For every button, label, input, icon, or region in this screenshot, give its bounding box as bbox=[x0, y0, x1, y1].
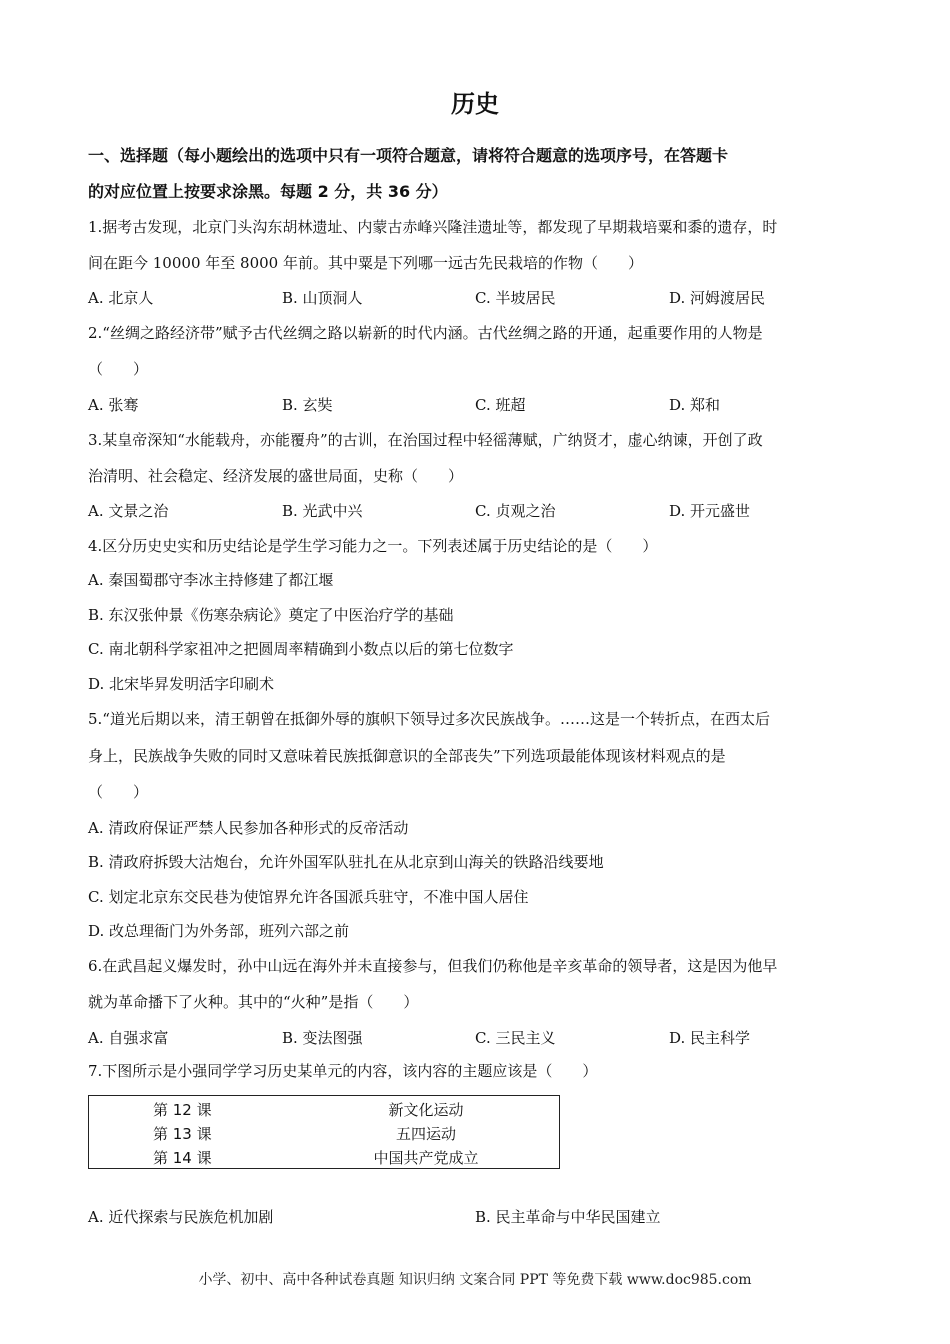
section-heading-line1: 一、选择题（每小题绘出的选项中只有一项符合题意，请将符合题意的选项序号，在答题卡 bbox=[88, 146, 729, 165]
q4-option-a: A. 秦国蜀郡守李冰主持修建了都江堰 bbox=[88, 571, 334, 589]
q1-option-a: A. 北京人 bbox=[88, 289, 154, 307]
q5-stem-line2: 身上，民族战争失败的同时又意味着民族抵御意识的全部丧失”下列选项最能体现该材料观点的是 bbox=[88, 747, 726, 765]
q4-option-d: D. 北宋毕昇发明活字印刷术 bbox=[88, 675, 275, 693]
q7-option-a: A. 近代探索与民族危机加剧 bbox=[88, 1208, 274, 1226]
q1-stem-line1: 1.据考古发现，北京门头沟东胡林遗址、内蒙古赤峰兴隆洼遗址等，都发现了早期栽培粟和黍的遗存，时 bbox=[88, 218, 778, 236]
q3-option-b: B. 光武中兴 bbox=[282, 502, 363, 520]
q1-option-c: C. 半坡居民 bbox=[475, 289, 556, 307]
q5-stem-line3: （ ） bbox=[88, 783, 149, 801]
q3-option-a: A. 文景之治 bbox=[88, 502, 169, 520]
q4-option-b: B. 东汉张仲景《伤寒杂病论》奠定了中医治疗学的基础 bbox=[88, 606, 454, 624]
q7-option-b: B. 民主革命与中华民国建立 bbox=[475, 1208, 661, 1226]
page-title: 历史 bbox=[451, 90, 499, 118]
q3-stem-line1: 3.某皇帝深知“水能载舟，亦能覆舟”的古训，在治国过程中轻徭薄赋，广纳贤才，虚心纳谏，开创了政 bbox=[88, 431, 763, 449]
table-row bbox=[89, 1147, 559, 1171]
lesson-number: 第 12 课 bbox=[153, 1101, 212, 1119]
q2-option-a: A. 张骞 bbox=[88, 396, 139, 414]
q5-stem-line1: 5.“道光后期以来，清王朝曾在抵御外辱的旗帜下领导过多次民族战争。……这是一个转折点，在西太后 bbox=[88, 710, 770, 728]
q2-option-d: D. 郑和 bbox=[669, 396, 721, 414]
q6-stem-line2: 就为革命播下了火种。其中的“火种”是指（ ） bbox=[88, 993, 419, 1011]
table-row bbox=[89, 1123, 559, 1147]
lesson-topic: 中国共产党成立 bbox=[373, 1149, 479, 1167]
q6-stem-line1: 6.在武昌起义爆发时，孙中山远在海外并未直接参与，但我们仍称他是辛亥革命的领导者，这是因为他早 bbox=[88, 957, 778, 975]
q5-option-c: C. 划定北京东交民巷为使馆界允许各国派兵驻守，不准中国人居住 bbox=[88, 888, 529, 906]
q2-stem-line1: 2.“丝绸之路经济带”赋予古代丝绸之路以崭新的时代内涵。古代丝绸之路的开通，起重要作用的人物是 bbox=[88, 324, 763, 342]
q1-option-b: B. 山顶洞人 bbox=[282, 289, 363, 307]
unit-lessons-table bbox=[88, 1095, 560, 1169]
q6-option-b: B. 变法图强 bbox=[282, 1029, 363, 1047]
q6-option-a: A. 自强求富 bbox=[88, 1029, 169, 1047]
lesson-number: 第 14 课 bbox=[153, 1149, 212, 1167]
q1-stem-line2: 间在距今 10000 年至 8000 年前。其中粟是下列哪一远古先民栽培的作物（ ） bbox=[88, 254, 643, 272]
lesson-number: 第 13 课 bbox=[153, 1125, 212, 1143]
q7-stem: 7.下图所示是小强同学学习历史某单元的内容，该内容的主题应该是（ ） bbox=[88, 1062, 598, 1080]
q6-option-d: D. 民主科学 bbox=[669, 1029, 751, 1047]
table-row bbox=[89, 1099, 559, 1123]
q3-stem-line2: 治清明、社会稳定、经济发展的盛世局面，史称（ ） bbox=[88, 467, 464, 485]
q3-option-d: D. 开元盛世 bbox=[669, 502, 751, 520]
q1-option-d: D. 河姆渡居民 bbox=[669, 289, 766, 307]
q4-stem: 4.区分历史史实和历史结论是学生学习能力之一。下列表述属于历史结论的是（ ） bbox=[88, 537, 658, 555]
q5-option-b: B. 清政府拆毁大沽炮台，允许外国军队驻扎在从北京到山海关的铁路沿线要地 bbox=[88, 853, 604, 871]
lesson-topic: 五四运动 bbox=[395, 1125, 456, 1143]
q2-option-c: C. 班超 bbox=[475, 396, 526, 414]
q2-option-b: B. 玄奘 bbox=[282, 396, 333, 414]
q5-option-a: A. 清政府保证严禁人民参加各种形式的反帝活动 bbox=[88, 819, 409, 837]
lesson-topic: 新文化运动 bbox=[388, 1101, 464, 1119]
q2-stem-line2: （ ） bbox=[88, 360, 149, 378]
section-heading-line2: 的对应位置上按要求涂黑。每题 2 分，共 36 分） bbox=[88, 182, 448, 201]
q6-option-c: C. 三民主义 bbox=[475, 1029, 556, 1047]
q5-option-d: D. 改总理衙门为外务部，班列六部之前 bbox=[88, 922, 350, 940]
q4-option-c: C. 南北朝科学家祖冲之把圆周率精确到小数点以后的第七位数字 bbox=[88, 640, 514, 658]
page-footer: 小学、初中、高中各种试卷真题 知识归纳 文案合同 PPT 等免费下载 www.doc985.com bbox=[198, 1272, 752, 1288]
q3-option-c: C. 贞观之治 bbox=[475, 502, 556, 520]
